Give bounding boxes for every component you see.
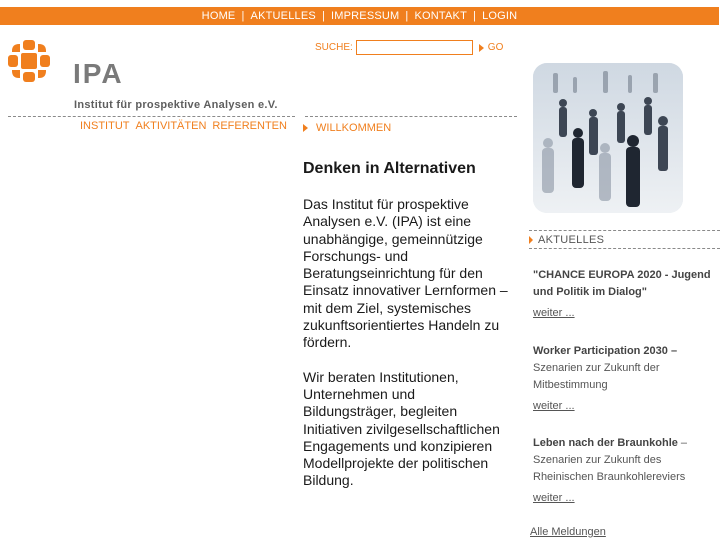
search-go-button[interactable] [479,42,504,53]
nav-separator: | [241,10,245,22]
divider-left [8,116,295,117]
news-title-suffix: – [677,437,688,449]
nav-aktuelles[interactable]: AKTUELLES [250,10,316,22]
search-form [315,40,503,55]
news-title: "CHANCE EUROPA 2020 - Jugend und Politik im Dialog" [533,269,711,298]
all-news-link[interactable]: Alle Meldungen [530,526,606,538]
arrow-right-icon [529,236,533,244]
news-item [533,267,723,322]
nav-home[interactable]: HOME [201,10,236,22]
search-label: SUCHE: [315,42,353,53]
arrow-right-icon [303,124,308,132]
logo-subtitle: Institut für prospektive Analysen e.V. [74,99,278,111]
top-navigation-bar [0,7,719,25]
news-item [533,343,723,415]
breadcrumb-label: WILLKOMMEN [316,122,392,134]
news-title: Worker Participation 2030 – [533,345,678,357]
news-text: Szenarien zur Zukunft der Mitbestimmung [533,362,660,391]
arrow-right-icon [479,44,484,52]
nav-separator: | [473,10,477,22]
subnav-aktivitaeten[interactable]: AKTIVITÄTEN [135,120,207,132]
intro-paragraph: Das Institut für prospektive Analysen e.V. (IPA) ist eine unabhängige, gemeinnützige Forschungs- und Beratungseinrichtung für den Einsatz innovativer Lernformen – mit dem Ziel, systemisches zukunftsorientiertes Handeln zu fördern. [303,196,508,351]
breadcrumb [303,122,391,134]
news-item [533,435,723,507]
page-title: Denken in Alternativen [303,160,476,177]
nav-impressum[interactable]: IMPRESSUM [331,10,400,22]
divider-sidebar-top [529,230,720,231]
top-nav-links [202,10,518,22]
main-content [303,196,508,507]
news-more-link[interactable]: weiter ... [533,400,575,412]
news-more-link[interactable]: weiter ... [533,492,575,504]
go-label: GO [487,42,504,53]
divider-middle [305,116,517,117]
nav-kontakt[interactable]: KONTAKT [414,10,468,22]
news-text: Szenarien zur Zukunft des Rheinischen Braunkohlereviers [533,454,686,483]
subnav-institut[interactable]: INSTITUT [80,120,130,132]
news-heading-label: AKTUELLES [538,234,605,246]
news-title: Leben nach der Braunkohle [533,437,678,449]
ipa-logo-icon[interactable] [6,38,52,84]
nav-separator: | [405,10,409,22]
subnav-referenten[interactable]: REFERENTEN [212,120,287,132]
nav-login[interactable]: LOGIN [482,10,518,22]
services-paragraph: Wir beraten Institutionen, Unternehmen und Bildungsträger, begleiten Initiativen zivilgesellschaftlichen Engagements und konzipieren Modellprojekte der politischen Bildung. [303,368,500,489]
nav-separator: | [321,10,325,22]
search-input[interactable] [356,40,473,55]
crowd-photo [533,63,683,213]
news-heading [529,234,604,246]
logo-wordmark: IPA [73,58,124,89]
news-more-link[interactable]: weiter ... [533,307,575,319]
section-navigation [80,120,287,132]
divider-sidebar-heading [529,248,720,249]
